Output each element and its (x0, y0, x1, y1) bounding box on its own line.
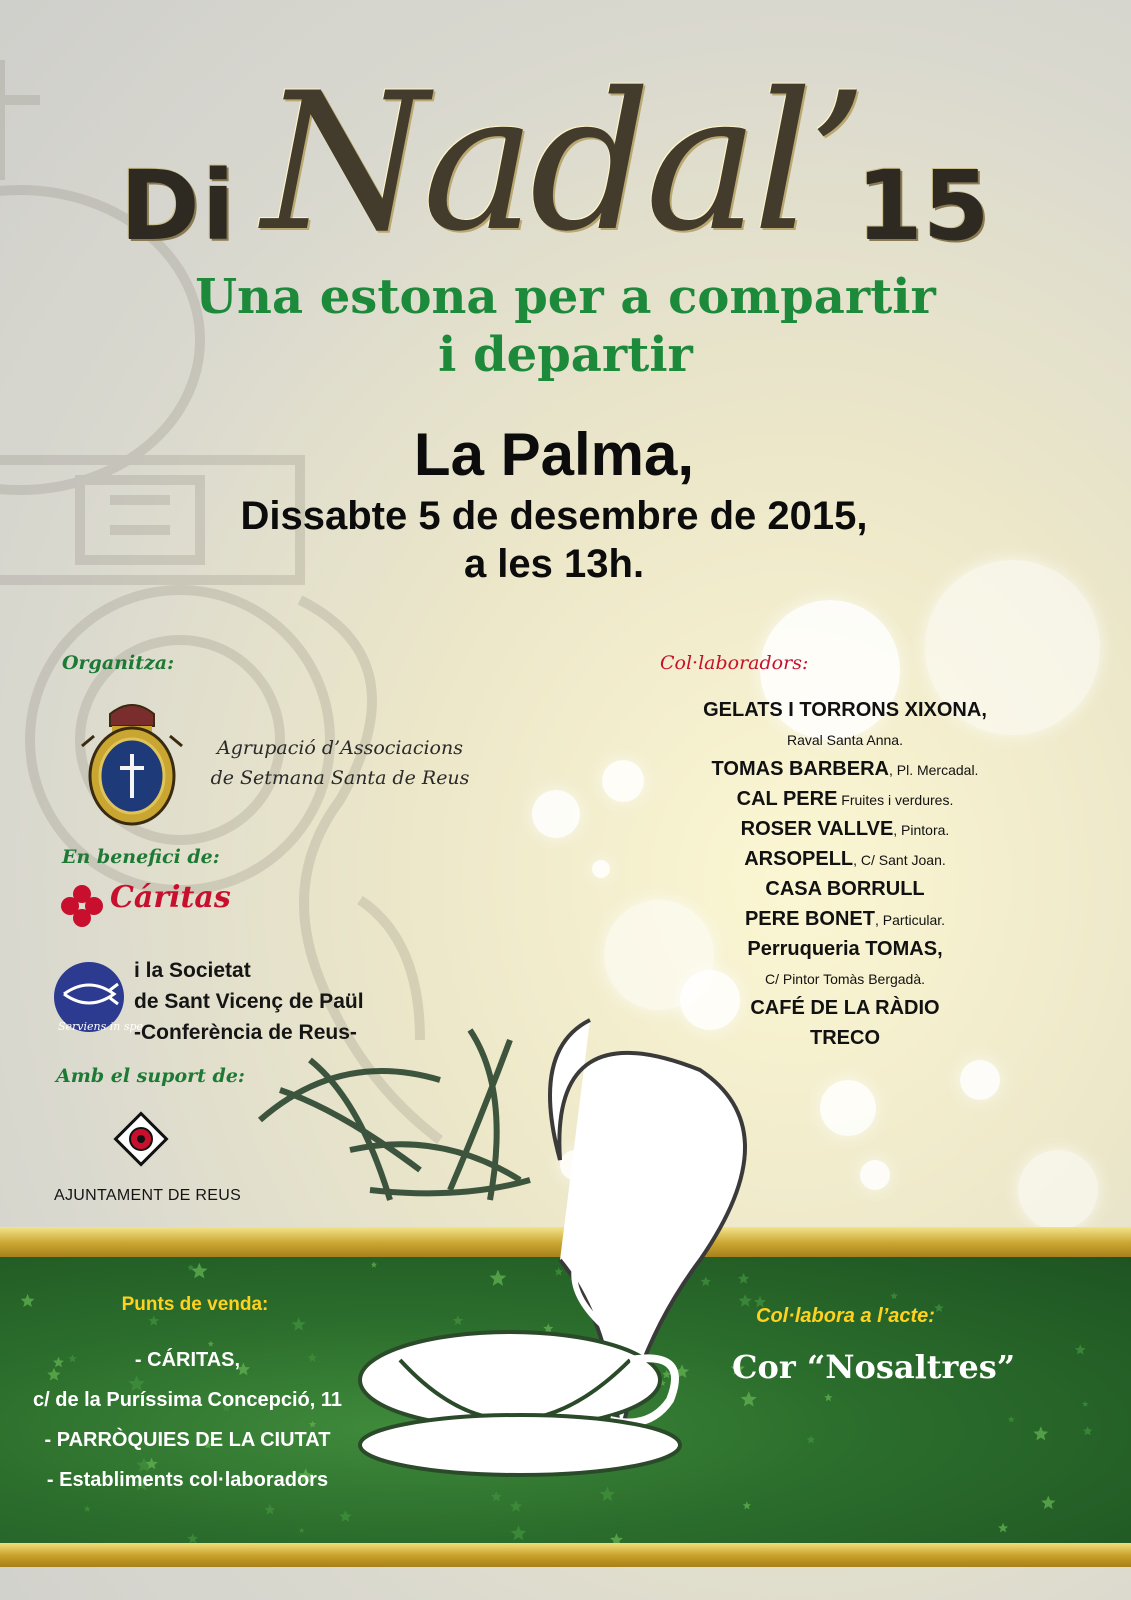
star-decoration (743, 1501, 751, 1509)
star-decoration (600, 1487, 615, 1502)
star-decoration (191, 1263, 207, 1279)
event-place: La Palma, (413, 421, 695, 488)
star-decoration (148, 1315, 159, 1325)
collaborator-name: ROSER VALLVE (740, 818, 894, 840)
collaborator-detail: Fruites i verdures. (837, 792, 954, 808)
collaborator-detail: , (981, 699, 987, 721)
organizer-line1: Agrupació d’Associacions (217, 737, 463, 759)
star-decoration (1083, 1426, 1093, 1435)
title-script: Nadal’ (262, 52, 862, 273)
bokeh-light (960, 1060, 1000, 1100)
bokeh-light (820, 1080, 876, 1136)
star-decoration (1008, 1416, 1015, 1422)
collaborator-name: GELATS I TORRONS XIXONA (703, 699, 982, 721)
star-decoration (21, 1294, 35, 1307)
bokeh-light (1018, 1150, 1098, 1230)
punts-title: Punts de venda: (121, 1294, 269, 1315)
suport-label: Amb el suport de: (56, 1065, 245, 1087)
ajuntament-rose-icon (112, 1110, 170, 1168)
star-decoration (1041, 1496, 1055, 1510)
star-decoration (998, 1523, 1008, 1533)
collaborator-name: PERE BONET (744, 908, 875, 930)
star-decoration (264, 1504, 275, 1515)
collaborator-name: CAFÉ DE LA RÀDIO (750, 997, 940, 1019)
collaborator-detail: Raval Santa Anna. (787, 732, 903, 748)
bokeh-light (860, 1160, 890, 1190)
collaborator-row (640, 755, 1050, 785)
bokeh-light (532, 790, 580, 838)
star-decoration (187, 1533, 198, 1543)
event-date-line: Dissabte 5 de desembre de 2015, (240, 494, 868, 538)
collaborator-name: CAL PERE (736, 788, 838, 810)
collaborator-name: CASA BORRULL (765, 878, 925, 900)
collaborator-row (640, 785, 1050, 815)
collaborator-row (640, 696, 1050, 726)
collaborator-row (640, 726, 1050, 755)
punts-line: - CÁRITAS, (134, 1349, 241, 1371)
star-decoration (511, 1525, 527, 1540)
organitza-label: Organitza: (62, 652, 175, 674)
collaborator-name: TOMAS BARBERA (711, 758, 889, 780)
subtitle-line2: i departir (438, 327, 693, 383)
collaborator-row (640, 815, 1050, 845)
caritas-cross-icon (60, 884, 104, 928)
star-decoration (934, 1303, 944, 1312)
cor-name: Cor “Nosaltres” (732, 1348, 1016, 1386)
svp-logo-text: Serviens in spe (58, 1020, 144, 1033)
punts-line: - PARRÒQUIES DE LA CIUTAT (44, 1429, 331, 1451)
subtitle-line1: Una estona per a compartir (195, 269, 936, 325)
crest-icon (80, 694, 184, 830)
title-di: Di (120, 150, 237, 262)
title-year: 15 (856, 150, 990, 262)
star-decoration (610, 1533, 623, 1543)
gold-band-bottom (0, 1543, 1131, 1567)
star-decoration (1034, 1426, 1049, 1440)
benefici-label: En benefici de: (62, 846, 220, 868)
collaborator-name: Perruqueria TOMAS (747, 938, 938, 960)
punts-line: - Establiments col·laboradors (46, 1469, 329, 1491)
ajuntament-name: AJUNTAMENT DE REUS (54, 1187, 242, 1204)
collaborator-row (640, 905, 1050, 935)
star-decoration (84, 1506, 91, 1512)
svp-line3: -Conferència de Reus- (134, 1021, 357, 1044)
event-time-line: a les 13h. (463, 542, 645, 586)
acte-label: Col·labora a l’acte: (756, 1305, 935, 1327)
collaborator-name: TRECO (810, 1027, 880, 1049)
collaborator-detail: , Pintora. (893, 822, 950, 838)
subtitle (0, 268, 1131, 384)
svp-line1: i la Societat (134, 959, 251, 982)
collaborator-detail: C/ Pintor Tomàs Bergadà. (764, 971, 926, 987)
collaborator-detail: , C/ Sant Joan. (853, 852, 946, 868)
collaborator-detail: , Particular. (875, 912, 946, 928)
event-date (0, 492, 1108, 588)
star-decoration (299, 1528, 305, 1534)
collaborator-detail: , (937, 938, 943, 960)
svp-line2: de Sant Vicenç de Paül (134, 990, 364, 1013)
star-decoration (339, 1510, 352, 1522)
collaborator-detail: , Pl. Mercadal. (888, 762, 979, 778)
star-decoration (824, 1393, 832, 1401)
collaborator-row (640, 875, 1050, 905)
col-laboradors-label: Col·laboradors: (660, 652, 809, 674)
star-decoration (1082, 1401, 1088, 1407)
bokeh-light (602, 760, 644, 802)
bokeh-light (592, 860, 610, 878)
star-decoration (890, 1292, 898, 1299)
collaborator-name: ARSOPELL (744, 848, 854, 870)
punts-list (10, 1340, 365, 1500)
organizer-name (190, 733, 490, 793)
punts-line: c/ de la Puríssima Concepció, 11 (32, 1389, 343, 1411)
star-decoration (1075, 1344, 1086, 1354)
organizer-line2: de Setmana Santa de Reus (210, 767, 470, 789)
star-decoration (491, 1491, 502, 1501)
caritas-name: Cáritas (110, 880, 231, 915)
collaborator-row (640, 845, 1050, 875)
star-decoration (510, 1500, 522, 1512)
